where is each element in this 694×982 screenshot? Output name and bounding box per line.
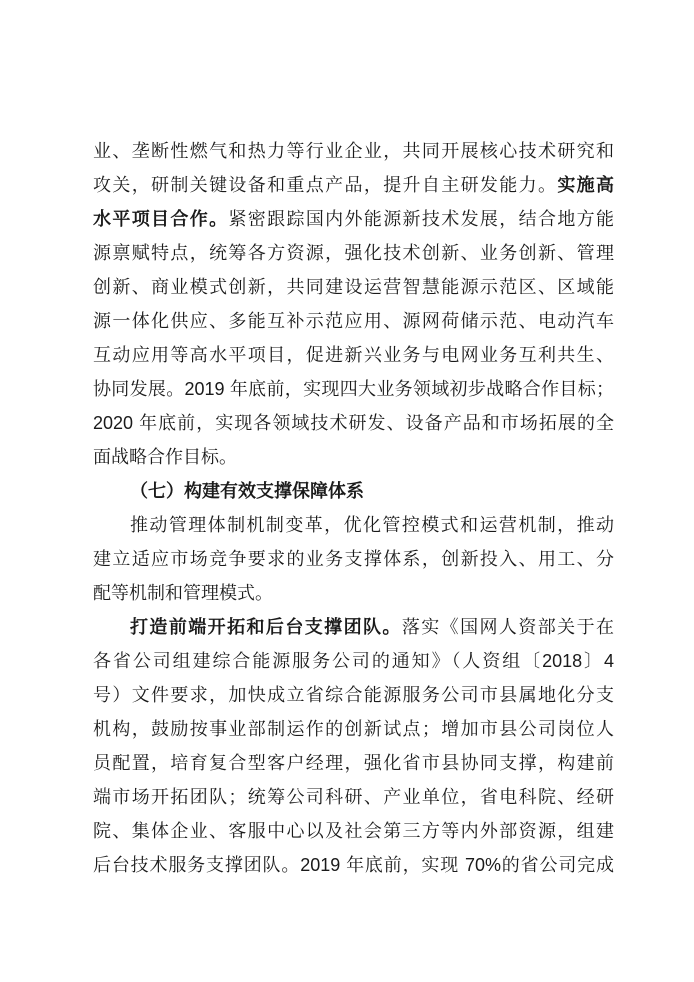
text-segment: 院、集体企业、客服中心以及社会第三方等内外部资源，组建 [93, 821, 614, 841]
text-line-11 [93, 474, 614, 508]
text-segment: 互动应用等高水平项目，促进新兴业务与电网业务互利共生、 [93, 345, 614, 365]
text-segment: 面战略合作目标。 [93, 447, 237, 467]
text-segment: 创新、商业模式创新，共同建设运营智慧能源示范区、区域能 [93, 277, 614, 297]
text-line-13 [93, 542, 614, 576]
text-line-1 [93, 134, 614, 168]
text-line-16 [93, 644, 614, 678]
text-line-8 [93, 372, 614, 406]
text-segment: 推动管理体制机制变革，优化管控模式和运营机制，推动 [130, 515, 614, 535]
text-line-5 [93, 270, 614, 304]
text-line-7 [93, 338, 614, 372]
text-line-2 [93, 168, 614, 202]
text-line-6 [93, 304, 614, 338]
text-line-10 [93, 440, 614, 474]
text-line-3 [93, 202, 614, 236]
bold-text-segment: 水平项目合作。 [93, 209, 229, 229]
text-line-12 [93, 508, 614, 542]
text-segment: 落实《国网人资部关于在 [401, 617, 615, 637]
text-line-22 [93, 848, 614, 882]
bold-text-segment: 实施高 [557, 175, 615, 195]
text-segment: 机构，鼓励按事业部制运作的创新试点；增加市县公司岗位人 [93, 719, 614, 739]
text-line-21 [93, 814, 614, 848]
text-segment: 攻关，研制关键设备和重点产品，提升自主研发能力。 [93, 175, 558, 195]
bold-text-segment: （七）构建有效支撑保障体系 [130, 481, 364, 501]
text-segment: 业、垄断性燃气和热力等行业企业，共同开展核心技术研究和 [93, 141, 614, 161]
text-segment: 配等机制和管理模式。 [93, 583, 273, 603]
text-segment: 号）文件要求，加快成立省综合能源服务公司市县属地化分支 [93, 685, 614, 705]
text-segment: 源一体化供应、多能互补示范应用、源网荷储示范、电动汽车 [93, 311, 614, 331]
text-line-4 [93, 236, 614, 270]
text-segment: 各省公司组建综合能源服务公司的通知》（人资组〔2018〕4 [93, 651, 614, 671]
text-line-14 [93, 576, 614, 610]
text-line-20 [93, 780, 614, 814]
text-segment: 源禀赋特点，统筹各方资源，强化技术创新、业务创新、管理 [93, 243, 614, 263]
text-segment: 员配置，培育复合型客户经理，强化省市县协同支撑，构建前 [93, 753, 614, 773]
text-segment: 紧密跟踪国内外能源新技术发展，结合地方能 [228, 209, 615, 229]
text-line-15 [93, 610, 614, 644]
text-line-19 [93, 746, 614, 780]
text-line-9 [93, 406, 614, 440]
text-segment: 协同发展。2019 年底前，实现四大业务领域初步战略合作目标； [93, 379, 614, 399]
text-line-18 [93, 712, 614, 746]
document-text-block [93, 134, 614, 882]
bold-text-segment: 打造前端开拓和后台支撑团队。 [130, 617, 402, 637]
text-segment: 端市场开拓团队；统筹公司科研、产业单位，省电科院、经研 [93, 787, 614, 807]
text-segment: 后台技术服务支撑团队。2019 年底前，实现 70%的省公司完成 [93, 855, 614, 875]
text-segment: 2020 年底前，实现各领域技术研发、设备产品和市场拓展的全 [93, 413, 614, 433]
text-line-17 [93, 678, 614, 712]
text-segment: 建立适应市场竞争要求的业务支撑体系，创新投入、用工、分 [93, 549, 614, 569]
